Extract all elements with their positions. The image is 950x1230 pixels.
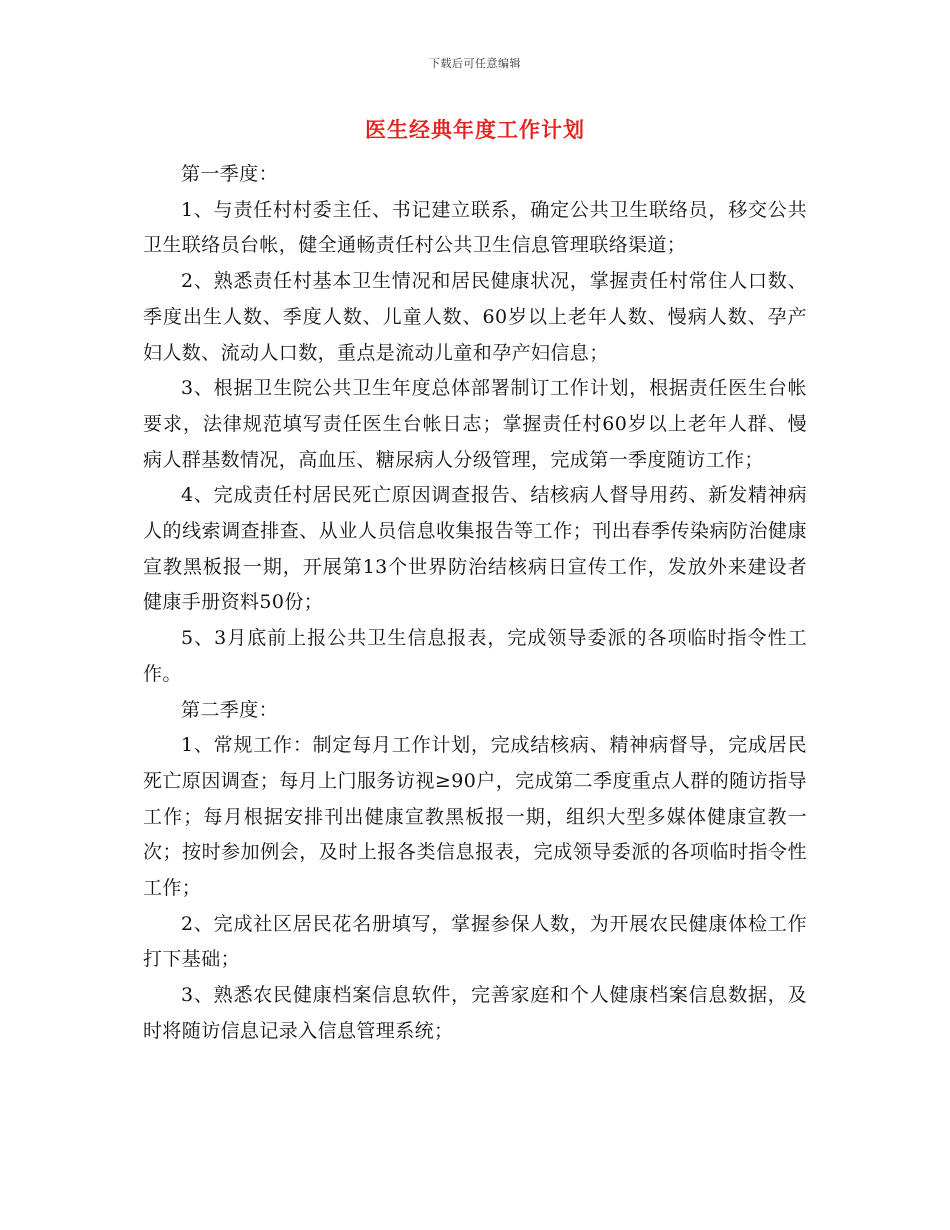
paragraph: 2、熟悉责任村基本卫生情况和居民健康状况，掌握责任村常住人口数、季度出生人数、季度人数、儿童人数、60岁以上老年人数、慢病人数、孕产妇人数、流动人口数，重点是流动儿童和孕产妇信息； (143, 270, 807, 364)
paragraph: 5、3月底前上报公共卫生信息报表，完成领导委派的各项临时指令性工作。 (143, 627, 807, 685)
paragraph: 3、根据卫生院公共卫生年度总体部署制订工作计划，根据责任医生台帐要求，法律规范填写责任医生台帐日志；掌握责任村60岁以上老年人群、慢病人群基数情况，高血压、糖尿病人分级管理，完成第一季度随访工作； (143, 377, 807, 471)
paragraph: 1、常规工作：制定每月工作计划，完成结核病、精神病督导，完成居民死亡原因调查；每月上门服务访视≥90户，完成第二季度重点人群的随访指导工作；每月根据安排刊出健康宣教黑板报一期，组织大型多媒体健康宣教一次；按时参加例会，及时上报各类信息报表，完成领导委派的各项临时指令性工作； (143, 734, 807, 900)
header-note: 下载后可任意编辑 (429, 57, 521, 70)
paragraph: 3、熟悉农民健康档案信息软件，完善家庭和个人健康档案信息数据，及时将随访信息记录入信息管理系统； (143, 984, 807, 1042)
paragraph: 1、与责任村村委主任、书记建立联系，确定公共卫生联络员，移交公共卫生联络员台帐，健全通畅责任村公共卫生信息管理联络渠道； (143, 198, 807, 257)
section-heading-q2: 第二季度： (181, 698, 279, 721)
paragraph: 4、完成责任村居民死亡原因调查报告、结核病人督导用药、新发精神病人的线索调查排查、从业人员信息收集报告等工作；刊出春季传染病防治健康宣教黑板报一期，开展第13个世界防治结核病日宣传工作，发放外来建设者健康手册资料50份； (143, 484, 807, 614)
paragraph: 2、完成社区居民花名册填写，掌握参保人数，为开展农民健康体检工作打下基础； (143, 912, 807, 971)
document-body (143, 157, 807, 1050)
section-heading-q1: 第一季度： (181, 163, 279, 185)
document-title: 医生经典年度工作计划 (365, 117, 585, 142)
